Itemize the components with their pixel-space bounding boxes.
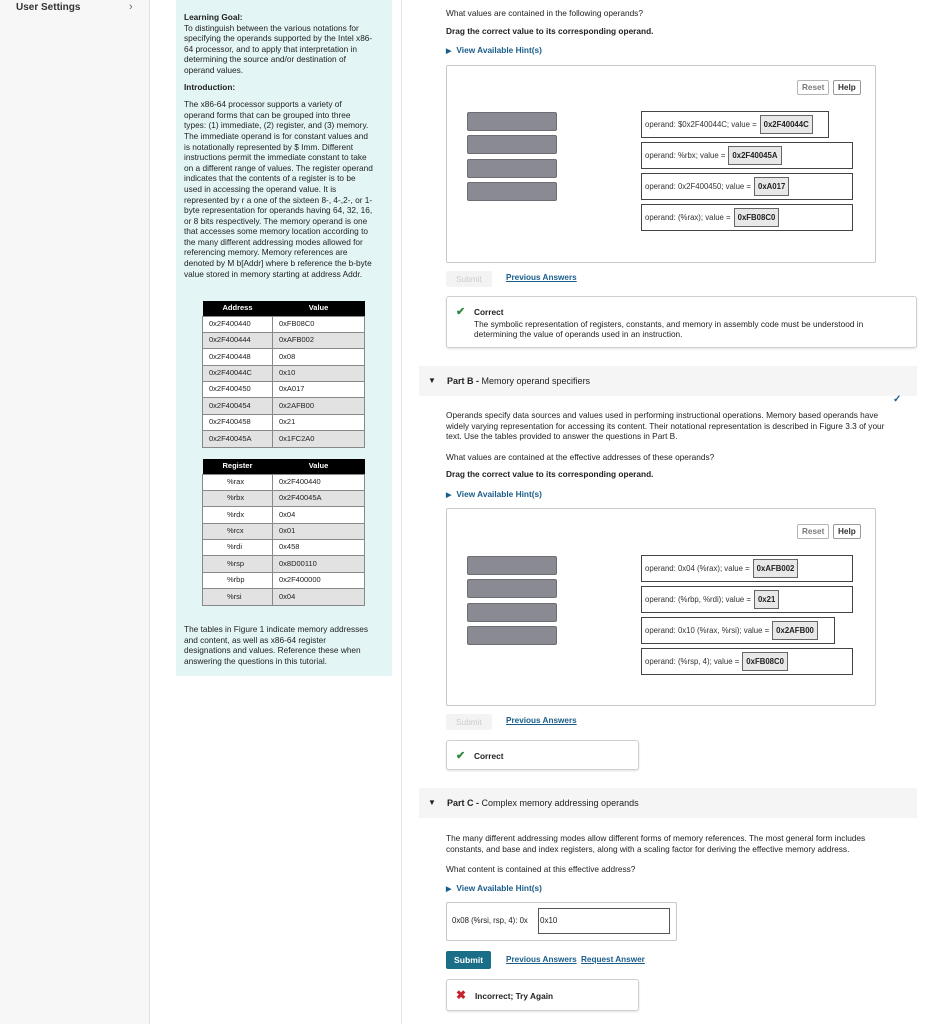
checkmark-icon: ✔ <box>456 750 466 762</box>
intro-line: types: (1) immediate, (2) register, and (3) memory. <box>184 120 369 131</box>
memory-header-value: Value <box>273 301 365 316</box>
part-prefix: Part B - <box>447 376 482 386</box>
dropped-value[interactable]: 0x2F40044C <box>760 115 813 134</box>
drop-target[interactable] <box>641 555 853 582</box>
target-label: operand: (%rax); value = <box>645 213 731 222</box>
intro-heading: Introduction: <box>184 81 236 92</box>
table-row <box>203 507 365 523</box>
cell: %rcx <box>203 523 273 539</box>
register-header-register: Register <box>203 459 273 474</box>
intro-line: represented by r a one of the sixteen 8-, 4-,2-, or 1- <box>184 194 373 205</box>
partC-request-answer-link[interactable]: Request Answer <box>581 955 645 964</box>
intro-line: referencing memory. Memory references are <box>184 247 348 258</box>
checkmark-icon: ✔ <box>456 306 466 318</box>
drop-target[interactable] <box>641 111 829 138</box>
dropped-value[interactable]: 0x21 <box>754 590 779 609</box>
answer-input-label: 0x08 (%rsi, rsp, 4): 0x <box>452 916 528 925</box>
goal-heading: Learning Goal: <box>184 12 243 22</box>
goal-line: specifying the operands supported by the Intel x86- <box>184 33 373 44</box>
partB-title <box>447 376 590 386</box>
x-icon: ✖ <box>456 988 467 1002</box>
cell: 0x08 <box>273 349 365 365</box>
incorrect-label: Incorrect; Try Again <box>475 991 554 1001</box>
drag-tile[interactable] <box>467 603 557 622</box>
partA-hint-link[interactable] <box>446 45 542 55</box>
footer-line: The tables in Figure 1 indicate memory addresses <box>184 624 369 634</box>
drag-tile[interactable] <box>467 159 557 178</box>
desc-line: constants, and base and index registers, along with a scaling factor for deriving the effective memory address. <box>446 843 850 854</box>
sidebar <box>0 0 150 1024</box>
caret-right-icon: ▶ <box>446 492 452 499</box>
table-row <box>203 540 365 556</box>
footer-line: and content, as well as x86-64 register <box>184 634 327 645</box>
intro-line: value stored in memory starting at address Addr. <box>184 268 363 279</box>
reset-button[interactable]: Reset <box>797 80 829 95</box>
cell: %rax <box>203 474 273 490</box>
table-row <box>203 431 365 447</box>
goal-line: To distinguish between the various notations for <box>184 22 359 33</box>
footer-line: designations and values. Reference these when <box>184 645 361 656</box>
drag-tile[interactable] <box>467 556 557 575</box>
partC-hint-link[interactable] <box>446 883 542 893</box>
table-row <box>203 490 365 506</box>
intro-line: on a different range of values. The register operand <box>184 162 373 173</box>
target-label: operand: %rbx; value = <box>645 151 726 160</box>
learning-goal-panel <box>176 0 392 676</box>
goal-line: determining the source and/or destination of <box>184 54 346 65</box>
table-row <box>203 332 365 348</box>
cell: 0x1FC2A0 <box>273 431 365 447</box>
intro-line: that accesses some memory location according to <box>184 226 368 237</box>
cell: %rbp <box>203 572 273 588</box>
goal-line: 64 processor, and to apply that interpretation in <box>184 43 357 54</box>
partB-description <box>446 410 884 442</box>
drag-tile[interactable] <box>467 579 557 598</box>
correct-label: Correct <box>474 751 504 761</box>
cell: 0xFB08C0 <box>273 316 365 332</box>
partA-feedback-box <box>446 296 917 348</box>
cell: 0x2F400454 <box>203 398 273 414</box>
intro-line: the many different addressing modes allowed for <box>184 236 363 247</box>
intro-line: The immediate operand is for constant values and <box>184 130 369 141</box>
target-label: operand: $0x2F40044C; value = <box>645 120 757 129</box>
table-row <box>203 556 365 572</box>
feedback-line: determining the value of operands used in an instruction. <box>474 329 683 339</box>
part-title-text: Complex memory addressing operands <box>481 798 639 808</box>
partB-previous-answers-link[interactable]: Previous Answers <box>506 716 577 725</box>
cell: 0x2F40044C <box>203 365 273 381</box>
desc-line: Operands specify data sources and values used in performing instructional operations. Memory based operands have <box>446 410 879 420</box>
partC-feedback-box <box>446 979 639 1011</box>
cell: 0x2F400458 <box>203 414 273 430</box>
cell: 0x01 <box>273 523 365 539</box>
sidebar-item-user-settings[interactable]: User Settings <box>16 2 81 13</box>
cell: 0xA017 <box>273 382 365 398</box>
tables-footer-text <box>184 624 368 666</box>
desc-line: text. Use the tables provided to answer the questions in Part B. <box>446 431 678 441</box>
footer-line: answering the questions in this tutorial. <box>184 655 327 666</box>
intro-line: denoted by M b[Addr] where b reference the b-byte <box>184 258 372 269</box>
table-row <box>203 414 365 430</box>
partB-hint-link[interactable] <box>446 489 542 499</box>
drag-tile[interactable] <box>467 626 557 645</box>
goal-line: operand values. <box>184 64 244 75</box>
goal-text <box>184 23 384 76</box>
partC-question: What content is contained at this effective address? <box>446 864 636 874</box>
cell: 0x10 <box>273 365 365 381</box>
drop-target[interactable] <box>641 617 835 644</box>
cell: 0x21 <box>273 414 365 430</box>
target-label: operand: (%rbp, %rdi); value = <box>645 595 751 604</box>
partC-previous-answers-link[interactable]: Previous Answers <box>506 955 577 964</box>
cell: %rdx <box>203 507 273 523</box>
cell: %rbx <box>203 490 273 506</box>
partC-description <box>446 833 865 854</box>
chevron-right-icon[interactable]: › <box>129 1 133 13</box>
cell: 0x2F40045A <box>273 490 365 506</box>
cell: 0x2F400450 <box>203 382 273 398</box>
intro-line: instructions permit the immediate constant to take <box>184 152 367 163</box>
cell: 0xAFB002 <box>273 332 365 348</box>
cell: 0x04 <box>273 589 365 605</box>
table-row <box>203 474 365 490</box>
help-button[interactable]: Help <box>833 80 861 95</box>
partA-question: What values are contained in the following operands? <box>446 8 643 18</box>
table-row <box>203 316 365 332</box>
cell: 0x2F400448 <box>203 349 273 365</box>
table-row <box>203 365 365 381</box>
cell: 0x2AFB00 <box>273 398 365 414</box>
target-label: operand: 0x10 (%rax, %rsi); value = <box>645 626 770 635</box>
cell: 0x2F400444 <box>203 332 273 348</box>
hint-label: View Available Hint(s) <box>456 45 542 55</box>
cell: 0x2F400440 <box>203 316 273 332</box>
partA-drag-area <box>446 65 876 263</box>
drop-target[interactable] <box>641 204 853 231</box>
part-prefix: Part C - <box>447 798 482 808</box>
cell: 0x2F40045A <box>203 431 273 447</box>
caret-right-icon: ▶ <box>446 48 452 55</box>
drag-tile[interactable] <box>467 112 557 131</box>
table-row <box>203 349 365 365</box>
partB-feedback-box <box>446 740 639 770</box>
hint-label: View Available Hint(s) <box>456 883 542 893</box>
reset-button[interactable]: Reset <box>797 524 829 539</box>
target-label: operand: (%rsp, 4); value = <box>645 657 740 666</box>
dropped-value[interactable]: 0xFB08C0 <box>734 208 780 227</box>
table-row <box>203 382 365 398</box>
caret-right-icon: ▶ <box>446 886 452 893</box>
partC-header[interactable] <box>419 788 917 818</box>
hint-label: View Available Hint(s) <box>456 489 542 499</box>
drop-target[interactable] <box>641 173 853 200</box>
partB-submit-button[interactable]: Submit <box>446 714 492 730</box>
intro-line: indicates that the contents of a register is to be <box>184 173 356 184</box>
memory-table <box>202 301 365 448</box>
completed-check-icon: ✓ <box>893 394 902 405</box>
intro-line: or 8 bits respectively. The memory operand is one <box>184 215 368 226</box>
partB-instruction: Drag the correct value to its corresponding operand. <box>446 469 654 479</box>
table-row <box>203 523 365 539</box>
correct-label: Correct <box>474 307 504 317</box>
table-row <box>203 572 365 588</box>
cell: 0x2F400000 <box>273 572 365 588</box>
drop-target[interactable] <box>641 586 853 613</box>
intro-line: The x86-64 processor supports a variety of <box>184 99 342 110</box>
dropped-value[interactable]: 0xA017 <box>754 177 789 196</box>
partB-header[interactable] <box>419 366 917 396</box>
partA-submit-button[interactable]: Submit <box>446 271 492 287</box>
table-row <box>203 398 365 414</box>
dropped-value[interactable]: 0xAFB002 <box>753 559 799 578</box>
target-label: operand: 0x2F400450; value = <box>645 182 751 191</box>
feedback-line: The symbolic representation of registers, constants, and memory in assembly code must be understood in <box>474 319 864 329</box>
partC-title <box>447 798 639 808</box>
desc-line: The many different addressing modes allow different forms of memory references. The most general form includes <box>446 833 866 843</box>
cell: %rsp <box>203 556 273 572</box>
column-divider <box>401 0 402 1024</box>
partC-submit-button[interactable]: Submit <box>446 951 491 969</box>
drag-tile[interactable] <box>467 135 557 154</box>
cell: %rdi <box>203 540 273 556</box>
intro-line: used in accessing the operand value. It is <box>184 183 337 194</box>
cell: 0x8D00110 <box>273 556 365 572</box>
part-title-text: Memory operand specifiers <box>481 376 591 386</box>
partB-drag-area <box>446 508 876 706</box>
drag-tile[interactable] <box>467 182 557 201</box>
cell: 0x2F400440 <box>273 474 365 490</box>
caret-down-icon: ▼ <box>428 376 436 385</box>
dropped-value[interactable]: 0x2AFB00 <box>772 621 818 640</box>
answer-input[interactable]: 0x10 <box>538 908 670 934</box>
drop-target[interactable] <box>641 142 853 169</box>
target-label: operand: 0x04 (%rax); value = <box>645 564 750 573</box>
intro-line: operand forms that can be grouped into three <box>184 109 351 120</box>
partA-instruction: Drag the correct value to its corresponding operand. <box>446 26 654 36</box>
intro-line: is notationally represented by $ Imm. Different <box>184 141 354 152</box>
help-button[interactable]: Help <box>833 524 861 539</box>
intro-text <box>184 99 384 279</box>
memory-header-address: Address <box>203 301 273 316</box>
drop-target[interactable] <box>641 648 853 675</box>
cell: %rsi <box>203 589 273 605</box>
partC-answer-box <box>446 902 677 941</box>
register-table <box>202 459 365 606</box>
cell: 0x04 <box>273 507 365 523</box>
partA-previous-answers-link[interactable]: Previous Answers <box>506 273 577 282</box>
register-header-value: Value <box>273 459 365 474</box>
dropped-value[interactable]: 0xFB08C0 <box>742 652 788 671</box>
caret-down-icon: ▼ <box>428 798 436 807</box>
cell: 0x458 <box>273 540 365 556</box>
intro-line: byte representation for operands having 64, 32, 16, <box>184 205 373 216</box>
dropped-value[interactable]: 0x2F40045A <box>728 146 781 165</box>
partB-question: What values are contained at the effective addresses of these operands? <box>446 452 715 462</box>
desc-line: widely varying representation for accessing its content. Their notational representation is described in Figure 3.3 of your <box>446 420 885 431</box>
table-row <box>203 589 365 605</box>
